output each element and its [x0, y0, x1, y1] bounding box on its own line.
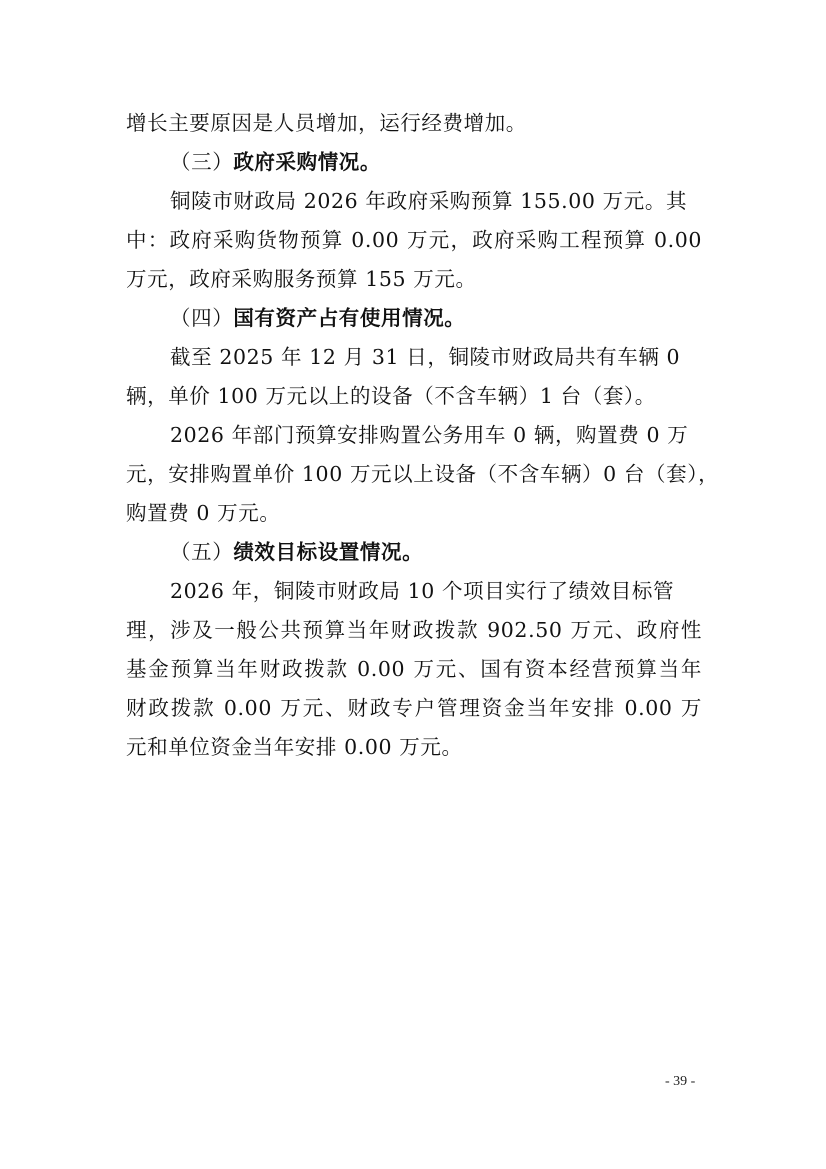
paragraph-line: 财政拨款 0.00 万元、财政专户管理资金当年安排 0.00 万 — [126, 696, 702, 720]
heading-number: （四） — [170, 306, 234, 330]
paragraph-line: 购置费 0 万元。 — [126, 501, 281, 525]
heading-title: 政府采购情况。 — [233, 150, 382, 174]
heading-number: （五） — [170, 540, 234, 564]
paragraph-line: 截至 2025 年 12 月 31 日，铜陵市财政局共有车辆 0 — [170, 345, 681, 369]
heading-title: 国有资产占有使用情况。 — [233, 306, 466, 330]
paragraph-line: 元，安排购置单价 100 万元以上设备（不含车辆）0 台（套）， — [126, 462, 720, 486]
paragraph-line: 元和单位资金当年安排 0.00 万元。 — [126, 735, 463, 759]
paragraph-line: 基金预算当年财政拨款 0.00 万元、国有资本经营预算当年 — [126, 657, 702, 681]
paragraph-line: 2026 年，铜陵市财政局 10 个项目实行了绩效目标管 — [170, 579, 675, 603]
page-number: - 39 - — [665, 1074, 696, 1089]
paragraph-line: 铜陵市财政局 2026 年政府采购预算 155.00 万元。其 — [170, 189, 688, 213]
paragraph-line: 增长主要原因是人员增加，运行经费增加。 — [126, 111, 527, 135]
body-text — [126, 104, 720, 767]
paragraph-line: 理，涉及一般公共预算当年财政拨款 902.50 万元、政府性 — [126, 618, 702, 642]
section-heading-procurement — [126, 143, 702, 182]
heading-number: （三） — [170, 150, 234, 174]
paragraph-line: 辆，单价 100 万元以上的设备（不含车辆）1 台（套）。 — [126, 384, 656, 408]
section-heading-assets — [126, 299, 702, 338]
paragraph-line: 2026 年部门预算安排购置公务用车 0 辆，购置费 0 万 — [170, 423, 689, 447]
paragraph-line: 中：政府采购货物预算 0.00 万元，政府采购工程预算 0.00 — [126, 228, 702, 252]
section-heading-performance — [126, 533, 702, 572]
paragraph-line: 万元，政府采购服务预算 155 万元。 — [126, 267, 477, 291]
heading-title: 绩效目标设置情况。 — [233, 540, 424, 564]
